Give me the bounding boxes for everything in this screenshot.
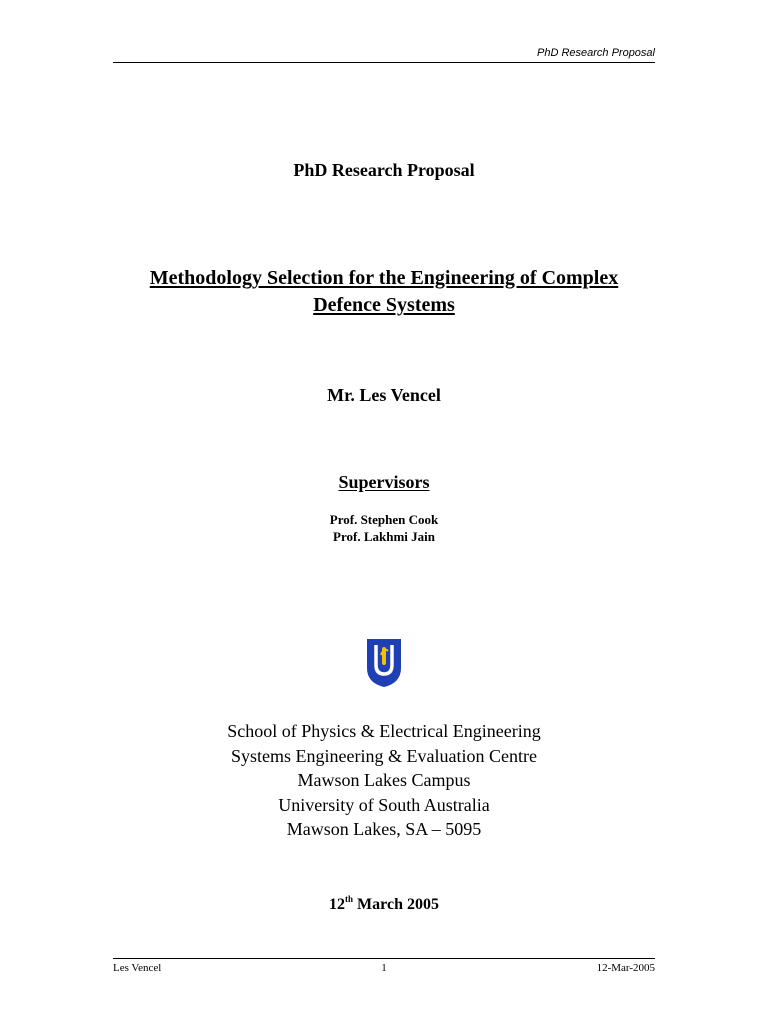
document-date [113, 896, 655, 914]
footer-date: 12-Mar-2005 [596, 962, 655, 974]
date-suffix: th [345, 894, 354, 904]
date-day: 12 [329, 896, 346, 913]
document-type: PhD Research Proposal [293, 160, 475, 180]
address-line: University of South Australia [278, 794, 490, 815]
supervisor-list [113, 511, 655, 545]
institution-address [113, 719, 655, 842]
supervisor-name: Prof. Lakhmi Jain [333, 529, 435, 544]
author-name: Mr. Les Vencel [327, 385, 441, 405]
address-line: School of Physics & Electrical Engineering [227, 721, 541, 741]
date-rest: March 2005 [353, 896, 439, 913]
footer-author: Les Vencel [113, 962, 162, 974]
address-line: Systems Engineering & Evaluation Centre [231, 745, 537, 766]
title-line-2: Defence Systems [313, 294, 455, 316]
address-line: Mawson Lakes, SA – 5095 [286, 819, 482, 839]
supervisor-name: Prof. Stephen Cook [329, 512, 439, 527]
university-logo [366, 638, 402, 688]
footer-divider [113, 958, 655, 959]
running-header: PhD Research Proposal [536, 47, 655, 59]
address-line: Mawson Lakes Campus [297, 770, 471, 790]
page-number: 1 [381, 962, 387, 974]
document-title [113, 265, 655, 319]
supervisors-heading: Supervisors [338, 472, 430, 492]
title-line-1: Methodology Selection for the Engineering of Complex [149, 267, 619, 289]
header-divider [113, 62, 655, 63]
